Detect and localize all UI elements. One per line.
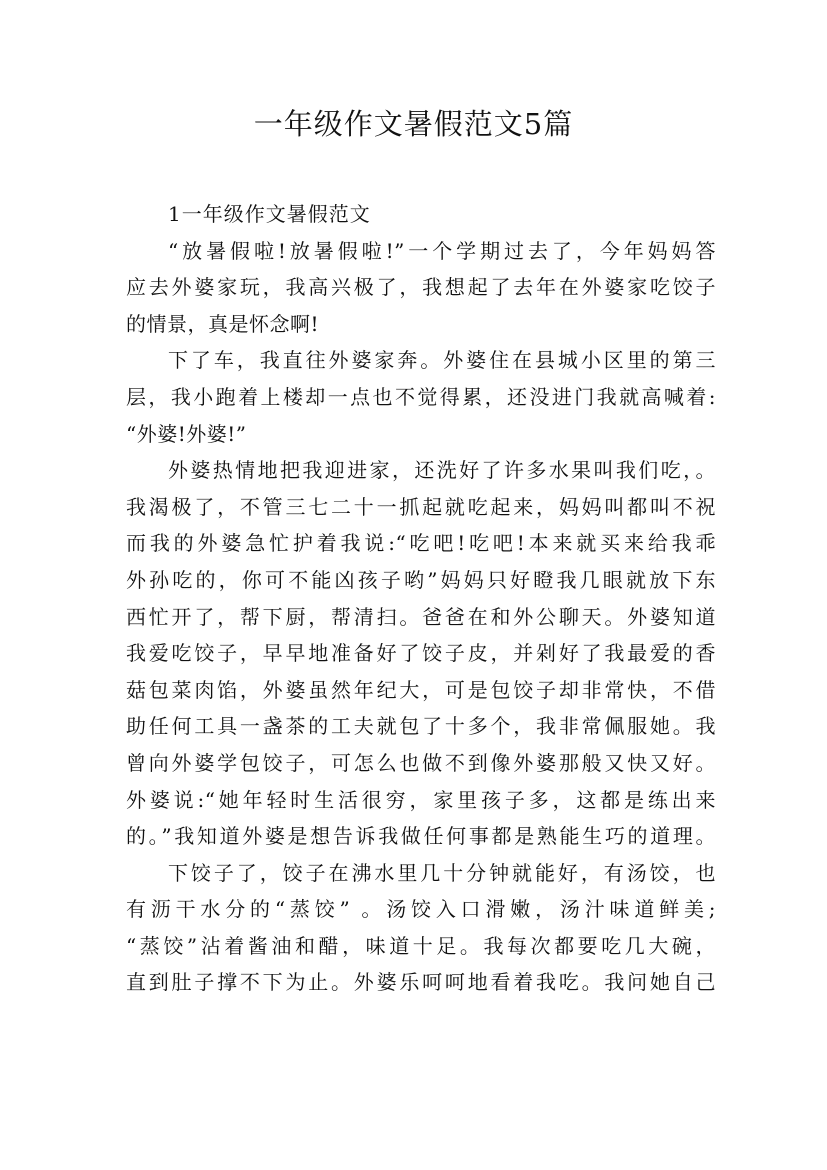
text-line: 应去外婆家玩，我高兴极了，我想起了去年在外婆家吃饺子: [126, 275, 716, 300]
text-line: 的。”我知道外婆是想告诉我做任何事都是熟能生巧的道理。: [126, 824, 716, 849]
paragraph: [126, 342, 716, 452]
text-line: 助任何工具一盏茶的工夫就包了十多个，我非常佩服她。我: [126, 714, 716, 739]
text-line: 菇包菜肉馅，外婆虽然年纪大，可是包饺子却非常快，不借: [126, 677, 716, 702]
text-line: 的情景，真是怀念啊!: [126, 311, 320, 336]
text-line: 西忙开了，帮下厨，帮清扫。爸爸在和外公聊天。外婆知道: [126, 604, 716, 629]
text-line: 外婆说:“她年轻时生活很穷，家里孩子多，这都是练出来: [126, 787, 716, 812]
text-line: 层，我小跑着上楼却一点也不觉得累，还没进门我就高喊着:: [126, 384, 716, 409]
text-line: 下饺子了，饺子在沸水里几十分钟就能好，有汤饺，也: [168, 860, 716, 885]
text-line: “外婆!外婆!”: [126, 421, 247, 446]
text-line: 曾向外婆学包饺子，可怎么也做不到像外婆那般又快又好。: [126, 750, 716, 775]
text-line: 有沥干水分的“蒸饺” 。汤饺入口滑嫩，汤汁味道鲜美;: [126, 897, 716, 922]
paragraph: [126, 855, 716, 1001]
text-line: 外婆热情地把我迎进家，还洗好了许多水果叫我们吃，。: [168, 458, 716, 483]
text-line: 外孙吃的，你可不能凶孩子哟”妈妈只好瞪我几眼就放下东: [126, 567, 716, 592]
text-line: 而我的外婆急忙护着我说:“吃吧!吃吧!本来就买来给我乖: [126, 531, 716, 556]
text-line: 我渴极了，不管三七二十一抓起就吃起来，妈妈叫都叫不祝: [126, 494, 716, 519]
text-line: 下了车，我直往外婆家奔。外婆住在县城小区里的第三: [168, 348, 716, 373]
paragraph: [126, 233, 716, 343]
text-line: “放暑假啦!放暑假啦!”一个学期过去了，今年妈妈答: [168, 238, 716, 263]
text-line: 直到肚子撑不下为止。外婆乐呵呵地看着我吃。我问她自己: [126, 970, 716, 995]
document-title: 一年级作文暑假范文5篇: [253, 107, 574, 141]
text-line: 我爱吃饺子，早早地准备好了饺子皮，并剁好了我最爱的香: [126, 641, 716, 666]
section-heading: 1一年级作文暑假范文: [168, 202, 371, 226]
document-body: [126, 196, 716, 1001]
paragraph: [126, 452, 716, 855]
text-line: “蒸饺”沾着酱油和醋，味道十足。我每次都要吃几大碗，: [126, 933, 716, 958]
